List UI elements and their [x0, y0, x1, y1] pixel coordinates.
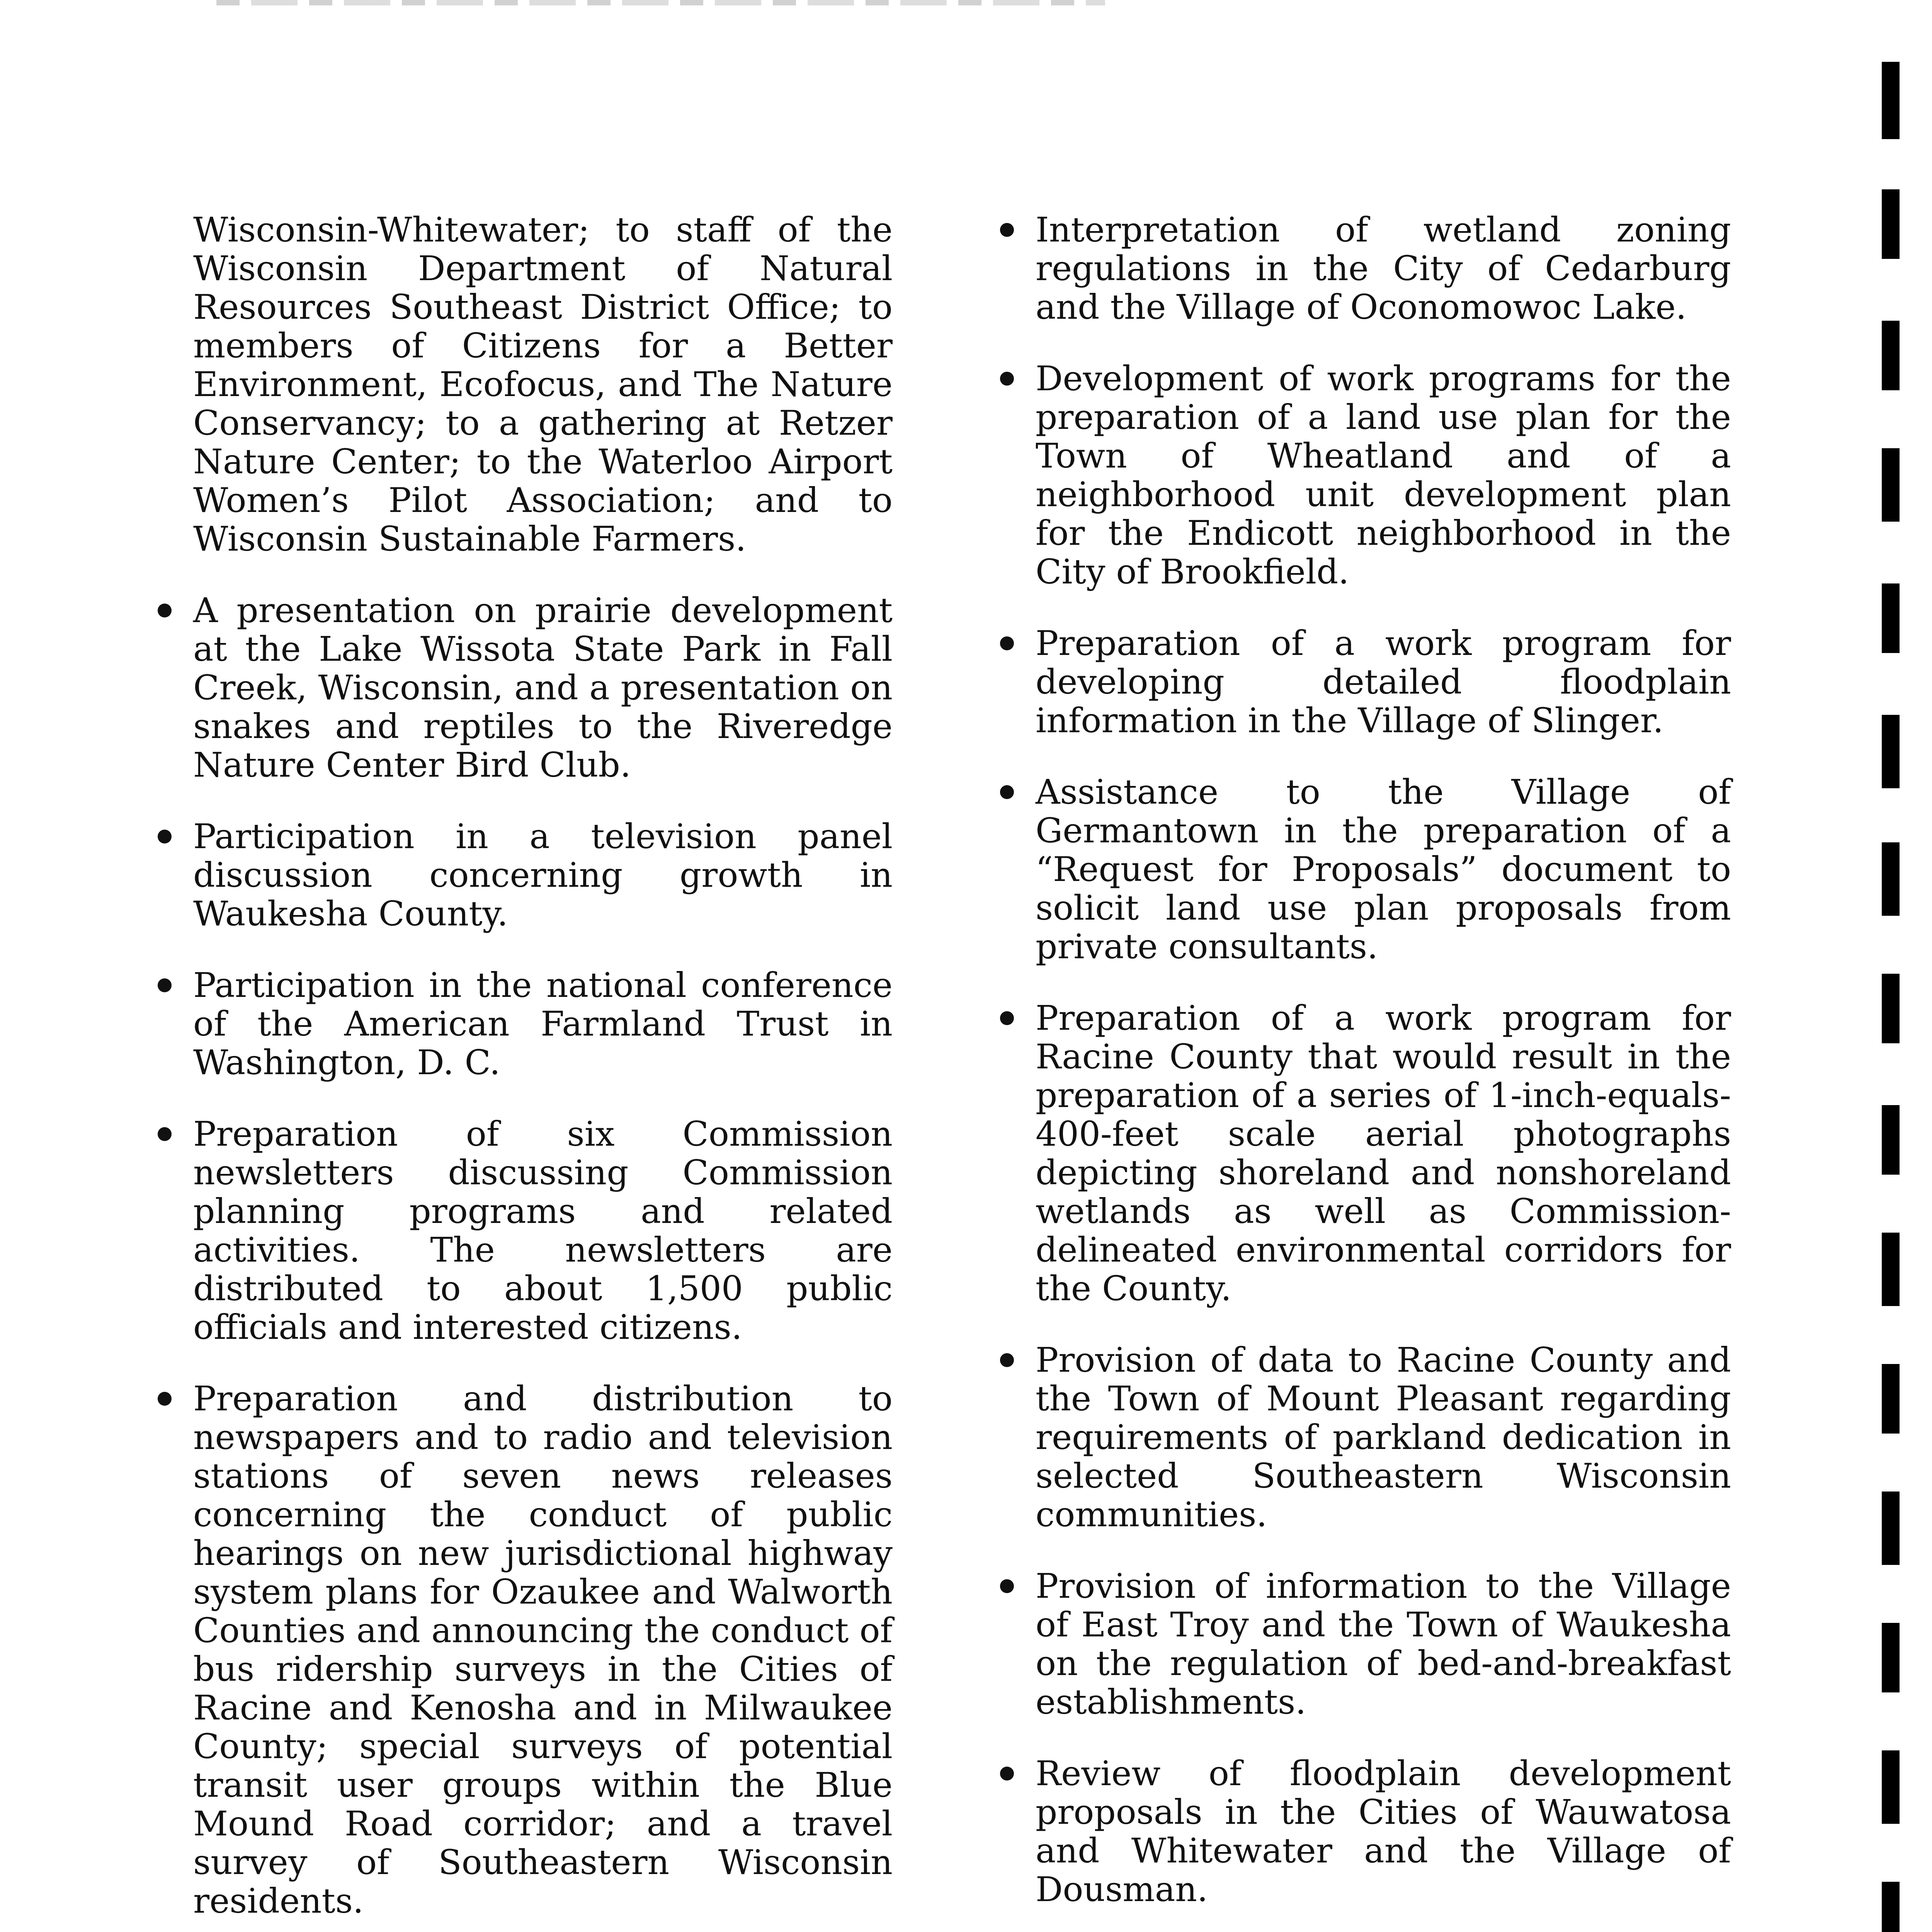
margin-mark	[1882, 1233, 1900, 1306]
margin-mark	[1882, 842, 1900, 916]
margin-mark	[1882, 1105, 1900, 1175]
list-item	[128, 966, 893, 1082]
margin-mark	[1882, 189, 1900, 259]
list-item	[970, 359, 1731, 591]
list-item-text: Development of work programs for the preparation of a land use plan for the Town of Wheatland and of a neighborhood unit development plan for the Endicott neighborhood in the City of Brookfield.	[1036, 359, 1731, 592]
left-column	[128, 211, 893, 1932]
scan-artifact-top	[216, 0, 1105, 5]
margin-mark	[1882, 1882, 1900, 1932]
bullet-icon	[158, 1127, 172, 1141]
margin-mark	[1882, 321, 1900, 390]
margin-mark	[1882, 1623, 1900, 1692]
margin-mark	[1882, 448, 1900, 522]
right-column	[970, 211, 1731, 1932]
list-item	[128, 1379, 893, 1920]
list-item	[128, 817, 893, 933]
list-item	[128, 591, 893, 784]
margin-mark	[1882, 715, 1900, 788]
list-item	[970, 1567, 1731, 1721]
bullet-icon	[1000, 372, 1014, 386]
bullet-icon	[158, 830, 172, 844]
bullet-icon	[1000, 1579, 1014, 1593]
list-item-text: Provision of data to Racine County and the Town of Mount Pleasant regarding requirements of parkland dedication in selected Southeastern Wisconsin communities.	[1036, 1340, 1731, 1534]
list-item-text: Participation in a television panel discussion concerning growth in Waukesha County.	[193, 816, 893, 934]
list-item	[128, 1115, 893, 1347]
list-item-text: Assistance to the Village of Germantown in the preparation of a “Request for Proposals” document to solicit land use plan proposals from private consultants.	[1036, 772, 1731, 966]
list-item	[970, 624, 1731, 740]
bullet-icon	[158, 1392, 172, 1406]
list-item	[970, 1754, 1731, 1909]
list-item	[970, 211, 1731, 327]
list-item-text: Preparation of a work program for Racine County that would result in the preparation of a series of 1-inch-equals-400-feet scale aerial photographs depicting shoreland and nonshoreland wetlands as well as Commission-delineated environmental corridors for the County.	[1036, 998, 1731, 1308]
margin-mark	[1882, 974, 1900, 1043]
margin-mark	[1882, 583, 1900, 653]
bullet-icon	[158, 978, 172, 992]
list-item-text: A presentation on prairie development at the Lake Wissota State Park in Fall Creek, Wisconsin, and a presentation on snakes and reptiles to the Riveredge Nature Center Bird Club.	[193, 590, 893, 785]
bullet-icon	[1000, 1011, 1014, 1025]
bullet-icon	[1000, 785, 1014, 799]
intro-continuation: Wisconsin-Whitewater; to staff of the Wisconsin Department of Natural Resources Southeast District Office; to members of Citizens for a Better Environment, Ecofocus, and The Nature Conservancy; to a gathering at Retzer Nature Center; to the Waterloo Airport Women’s Pilot Association; and to Wisconsin Sustainable Farmers.	[193, 210, 893, 559]
list-item	[970, 999, 1731, 1308]
margin-mark	[1882, 62, 1900, 139]
list-item-text: Preparation of six Commission newsletters discussing Commission planning programs and related activities. The newsletters are distributed to about 1,500 public officials and interested citizens.	[193, 1114, 893, 1347]
bullet-icon	[1000, 223, 1014, 237]
margin-mark	[1882, 1492, 1900, 1565]
list-item	[970, 1341, 1731, 1534]
margin-marks	[1882, 0, 1905, 1932]
bullet-icon	[1000, 636, 1014, 650]
bullet-icon	[1000, 1767, 1014, 1781]
bullet-icon	[158, 604, 172, 617]
list-item-text: Interpretation of wetland zoning regulations in the City of Cedarburg and the Village of Oconomowoc Lake.	[1036, 210, 1731, 327]
list-item-text: Participation in the national conference of the American Farmland Trust in Washington, D. C.	[193, 965, 893, 1082]
list-item-text: Preparation of a work program for developing detailed floodplain information in the Village of Slinger.	[1036, 623, 1731, 740]
margin-mark	[1882, 1750, 1900, 1824]
list-item	[970, 773, 1731, 966]
list-item-text: Preparation and distribution to newspapers and to radio and television stations of seven news releases concerning the conduct of public hearings on new jurisdictional highway system plans for Ozaukee and Walworth Counties and announcing the conduct of bus ridership surveys in the Cities of Racine and Kenosha and in Milwaukee County; special surveys of potential transit user groups within the Blue Mound Road corridor; and a travel survey of Southeastern Wisconsin residents.	[193, 1379, 893, 1921]
bullet-icon	[1000, 1353, 1014, 1367]
margin-mark	[1882, 1364, 1900, 1434]
list-item-text: Review of floodplain development proposals in the Cities of Wauwatosa and Whitewater and the Village of Dousman.	[1036, 1753, 1731, 1909]
list-item-text: Provision of information to the Village of East Troy and the Town of Waukesha on the regulation of bed-and-breakfast establishments.	[1036, 1566, 1731, 1722]
